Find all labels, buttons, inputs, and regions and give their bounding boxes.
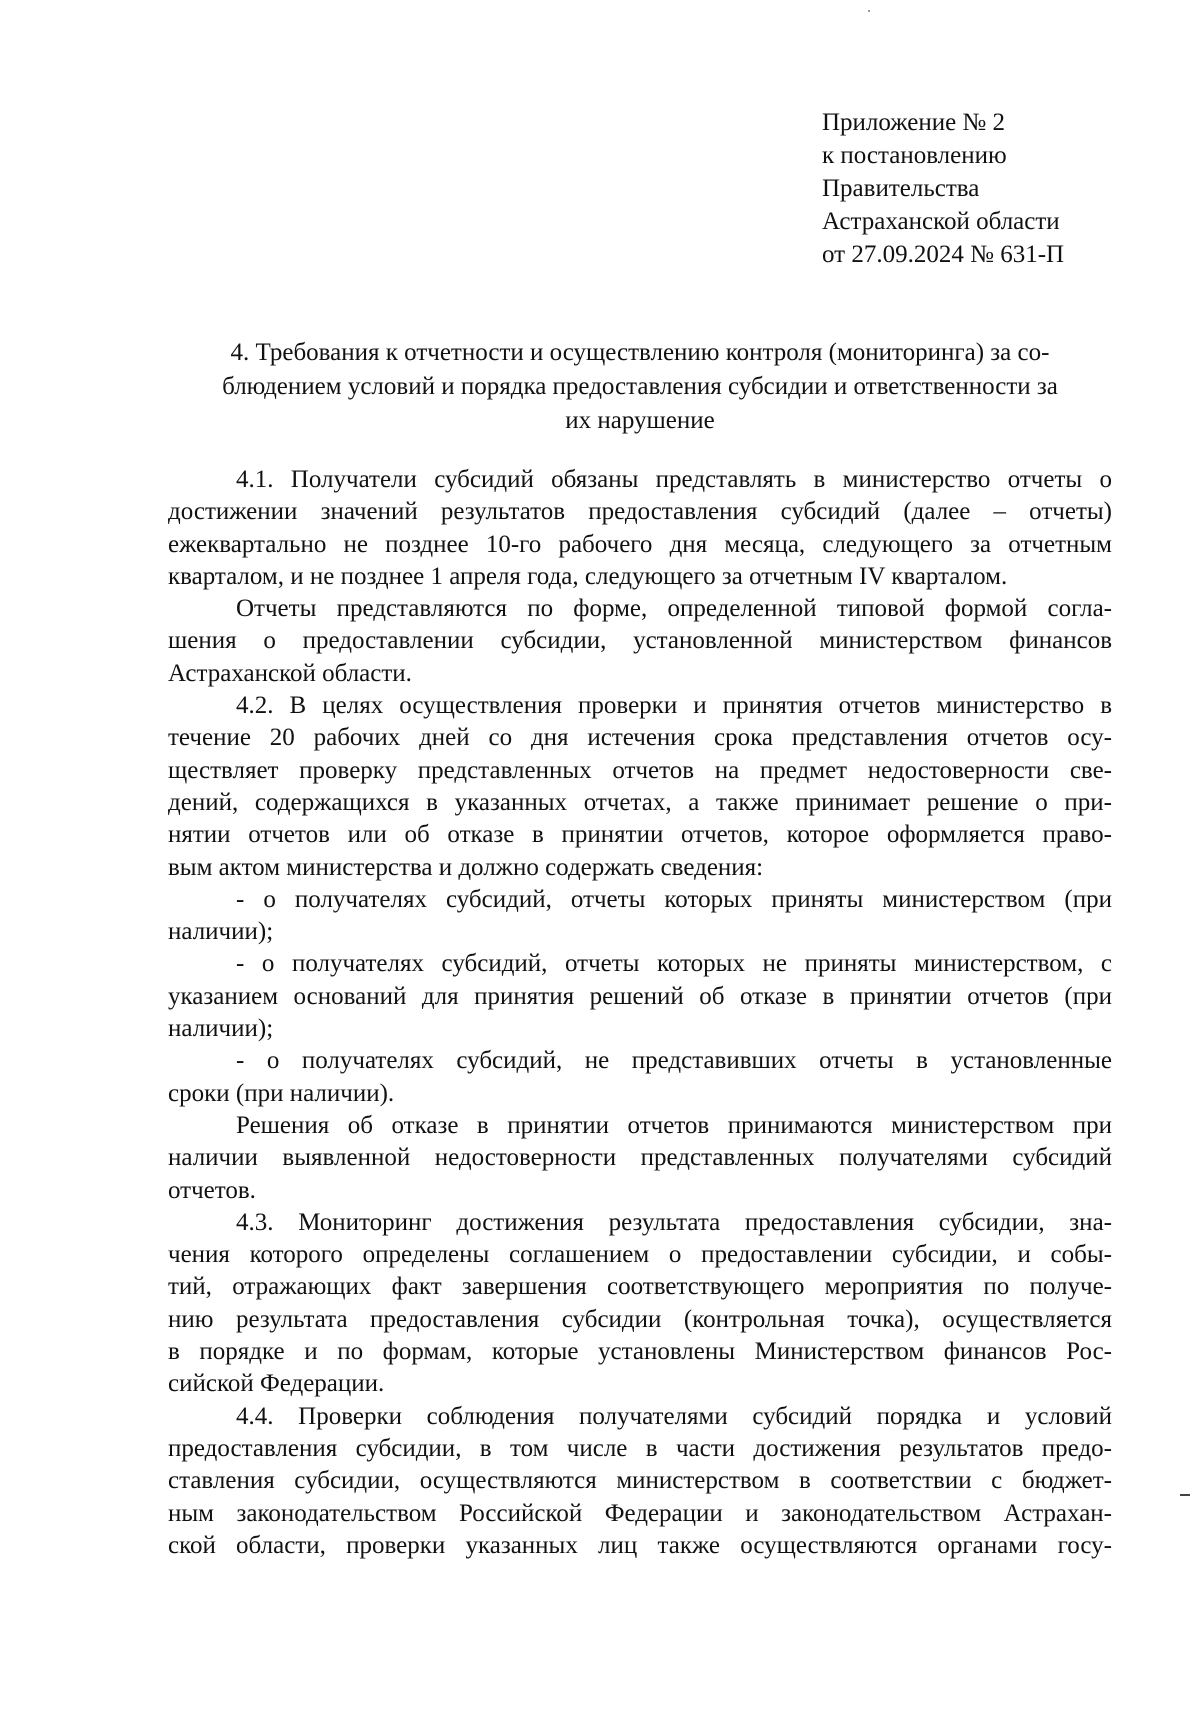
section-heading bbox=[168, 336, 1112, 438]
heading-line: блюдением условий и порядка предоставления субсидии и ответственности за bbox=[222, 373, 1058, 400]
body-line: указанием оснований для принятия решений об отказе в принятии отчетов (при bbox=[168, 982, 1112, 1010]
appendix-line: к постановлению bbox=[822, 142, 1007, 169]
body-line: нию результата предоставления субсидии (контрольная точка), осуществляется bbox=[168, 1305, 1112, 1333]
appendix-reference bbox=[822, 106, 1064, 271]
body-line: чения которого определены соглашением о предоставлении субсидии, и собы- bbox=[168, 1241, 1112, 1269]
body-line: 4.4. Проверки соблюдения получателями субсидий порядка и условий bbox=[236, 1402, 1112, 1430]
appendix-line: Астраханской области bbox=[822, 208, 1060, 235]
appendix-line: Приложение № 2 bbox=[822, 109, 1006, 136]
body-line: ным законодательством Российской Федерации и законодательством Астрахан- bbox=[168, 1499, 1112, 1527]
body-line: наличии); bbox=[168, 918, 274, 946]
body-line: - о получателях субсидий, отчеты которых не приняты министерством, с bbox=[236, 950, 1112, 978]
body-line: наличии выявленной недостоверности представленных получателями субсидий bbox=[168, 1144, 1112, 1172]
body-text bbox=[168, 464, 1112, 1562]
body-line: Отчеты представляются по форме, определенной типовой формой согла- bbox=[236, 595, 1112, 623]
body-line: вым актом министерства и должно содержать сведения: bbox=[168, 853, 764, 881]
body-line: предоставления субсидии, в том числе в части достижения результатов предо- bbox=[168, 1434, 1112, 1462]
body-line: шения о предоставлении субсидии, установленной министерством финансов bbox=[168, 627, 1112, 655]
body-line: 4.1. Получатели субсидий обязаны представлять в министерство отчеты о bbox=[236, 466, 1112, 493]
body-line: течение 20 рабочих дней со дня истечения срока представления отчетов осу- bbox=[168, 724, 1112, 752]
body-line: кварталом, и не позднее 1 апреля года, следующего за отчетным IV кварталом. bbox=[168, 562, 1008, 590]
body-line: сроки (при наличии). bbox=[168, 1079, 395, 1107]
body-line: 4.2. В целях осуществления проверки и принятия отчетов министерство в bbox=[236, 692, 1112, 720]
body-line: нятии отчетов или об отказе в принятии отчетов, которое оформляется право- bbox=[168, 821, 1112, 849]
heading-line: 4. Требования к отчетности и осуществлению контроля (мониторинга) за со- bbox=[230, 339, 1050, 366]
body-line: ставления субсидии, осуществляются министерством в соответствии с бюджет- bbox=[168, 1467, 1112, 1495]
body-line: ежеквартально не позднее 10-го рабочего дня месяца, следующего за отчетным bbox=[168, 530, 1112, 558]
body-line: сийской Федерации. bbox=[168, 1370, 385, 1398]
body-line: в порядке и по формам, которые установлены Министерством финансов Рос- bbox=[168, 1338, 1112, 1366]
body-line: отчетов. bbox=[168, 1176, 256, 1204]
body-line: ществляет проверку представленных отчетов на предмет недостоверности све- bbox=[168, 756, 1112, 784]
body-line: наличии); bbox=[168, 1015, 274, 1043]
appendix-line: Правительства bbox=[822, 175, 980, 202]
body-line: - о получателях субсидий, не представивших отчеты в установленные bbox=[236, 1047, 1112, 1075]
margin-mark bbox=[1180, 1494, 1190, 1496]
body-line: Астраханской области. bbox=[168, 659, 412, 687]
body-line: дений, содержащихся в указанных отчетах, а также принимает решение о при- bbox=[168, 788, 1112, 816]
body-line: ской области, проверки указанных лиц также осуществляются органами госу- bbox=[168, 1531, 1112, 1559]
body-line: тий, отражающих факт завершения соответствующего мероприятия по получе- bbox=[168, 1273, 1112, 1301]
scan-speck bbox=[868, 10, 870, 12]
body-line: Решения об отказе в принятии отчетов принимаются министерством при bbox=[236, 1111, 1112, 1139]
body-line: достижении значений результатов предоставления субсидий (далее – отчеты) bbox=[168, 498, 1112, 526]
body-line: - о получателях субсидий, отчеты которых приняты министерством (при bbox=[236, 885, 1112, 913]
body-line: 4.3. Мониторинг достижения результата предоставления субсидии, зна- bbox=[236, 1208, 1112, 1236]
appendix-line: от 27.09.2024 № 631-П bbox=[822, 241, 1065, 268]
heading-line: их нарушение bbox=[565, 407, 715, 434]
